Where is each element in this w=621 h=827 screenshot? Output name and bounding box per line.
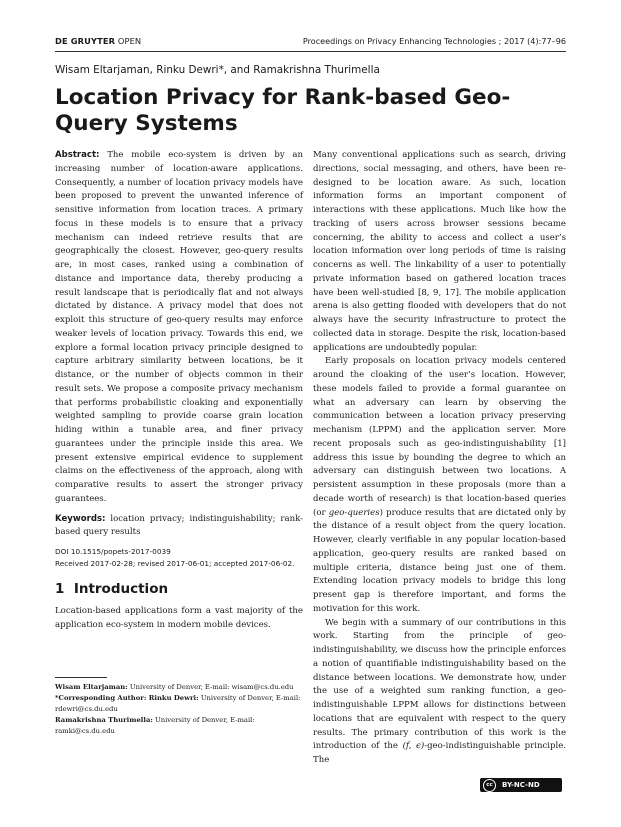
body-paragraph-3-emphasis: (f, ϵ) xyxy=(402,741,425,752)
received-dates: Received 2017-02-28; revised 2017-06-01; accepted 2017-06-02. xyxy=(55,559,295,568)
footnote-divider xyxy=(55,677,107,678)
abstract-text: The mobile eco-system is driven by an increasing number of location-aware applications. Consequently, a number of location privacy models have been proposed to prevent the unwanted inference of sensitive information from location traces. A primary focus in these models is to ensure that a privacy mechanism can indeed retrieve results that are geographically the closest. However, geo-query results are, in most cases, ranked using a combination of distance and importance data, thereby producing a result landscape that is periodically flat and not always dictated by distance. A privacy model that does not exploit this structure of geo-query results may enforce weaker levels of location privacy. Towards this end, we explore a formal location privacy principle designed to capture arbitrary similarity between locations, be it distance, or the number of objects common in their result sets. We propose a composite privacy mechanism that performs probabilistic cloaking and exponentially weighted sampling to provide coarse grain location hiding within a tunable area, and finer privacy guarantees under the principle inside this area. We present extensive empirical evidence to supplement claims on the effectiveness of the approach, along with comparative results to assert the stronger privacy guarantees. xyxy=(55,150,303,504)
footnote-1-name: Wisam Eltarjaman: xyxy=(55,683,128,691)
doi-block xyxy=(55,546,303,570)
body-paragraph-2-b: ) produce results that are dictated only by the distance of a result object from the query location. However, clearly verifiable in any popular location-based application, geo-query results are ranked based on multiple criteria, distance being just one of them. Extending location privacy models to bridge this long present gap is therefore important, and forms the motivation for this work. xyxy=(313,507,566,614)
body-paragraph-1: Many conventional applications such as search, driving directions, social messaging, and others, have been re-designed to be location aware. As such, location information forms an important component of interactions with these applications. Much like how the tracking of users across browser sessions became concerning, the ability to access and collect a user’s location information over long periods of time is raising concerns as well. The linkability of a user to potentially private information based on gathered location traces have been well-studied [8, 9, 17]. The mobile application arena is also getting flooded with developers that do not always have the security infrastructure to protect the collected data in storage. Despite the risk, location-based applications are undoubtedly popular. xyxy=(313,150,566,353)
author-list: Wisam Eltarjaman, Rinku Dewri*, and Ramakrishna Thurimella xyxy=(55,64,380,76)
journal-citation: Proceedings on Privacy Enhancing Technologies ; 2017 (4):77–96 xyxy=(302,36,566,46)
footnote-author-1 xyxy=(55,682,305,693)
body-paragraph-2 xyxy=(313,355,566,616)
footnote-author-3 xyxy=(55,715,305,737)
license-label: BY-NC-ND xyxy=(502,781,540,789)
footnote-2-name: *Corresponding Author: Rinku Dewri: xyxy=(55,694,199,702)
body-paragraph-2-emphasis: geo-queries xyxy=(328,507,380,518)
body-paragraph-2-a: Early proposals on location privacy models centered around the cloaking of the user’s location. However, these models failed to provide a formal guarantee on what an adversary can learn by observing the communication between a location privacy preserving mechanism (LPPM) and the application server. More recent proposals such as geo-indistinguishability [1] address this issue by bounding the degree to which an adversary can distinguish between two locations. A persistent assumption in these proposals (more than a decade worth of research) is that location-based queries (or xyxy=(313,356,566,518)
abstract-label: Abstract: xyxy=(55,150,100,160)
body-paragraph-3 xyxy=(313,617,566,768)
license-badge[interactable] xyxy=(480,778,562,792)
abstract xyxy=(55,149,303,507)
doi: DOI 10.1515/popets-2017-0039 xyxy=(55,547,171,556)
publisher-rest: OPEN xyxy=(115,36,142,46)
section-heading xyxy=(55,581,168,597)
left-column xyxy=(55,149,303,570)
footnote-1-text: University of Denver, E-mail: wisam@cs.du.edu xyxy=(127,683,294,691)
section-title: Introduction xyxy=(73,581,169,597)
keywords-label: Keywords: xyxy=(55,513,106,524)
cc-icon-text: cc xyxy=(486,782,493,788)
publisher-label xyxy=(55,36,141,46)
footnote-3-text: University of Denver, E-mail: ramki@cs.du.edu xyxy=(55,716,255,735)
footnote-3-name: Ramakrishna Thurimella: xyxy=(55,716,153,724)
header-divider xyxy=(55,51,566,52)
footnote-author-2 xyxy=(55,693,305,715)
right-column xyxy=(313,149,566,768)
keywords xyxy=(55,513,303,541)
intro-paragraph-start: Location-based applications form a vast majority of the application eco-system in modern mobile devices. xyxy=(55,606,303,630)
cc-icon xyxy=(483,779,496,792)
body-paragraph-3-b: -geo-indistinguishable principle. The xyxy=(313,741,566,765)
body-paragraph-3-a: We begin with a summary of our contributions in this work. Starting from the principle of geo-indistinguishability, we discuss how the principle enforces a notion of quantifiable indistinguishability based on the distance between locations. We demonstrate how, under the use of a weighted sum ranking function, a geo-indistinguishable LPPM allows for distinctions between locations that are equivalent with respect to the query results. The primary contribution of this work is the introduction of the xyxy=(313,617,566,752)
footnotes xyxy=(55,682,305,737)
publisher-bold: DE GRUYTER xyxy=(55,36,116,46)
keywords-text: location privacy; indistinguishability; rank-based query results xyxy=(55,513,303,538)
paper-title: Location Privacy for Rank-based Geo-Query Systems xyxy=(55,85,511,136)
section-number: 1 xyxy=(55,581,65,597)
footnote-2-text: University of Denver, E-mail: rdewri@cs.du.edu xyxy=(55,694,301,713)
